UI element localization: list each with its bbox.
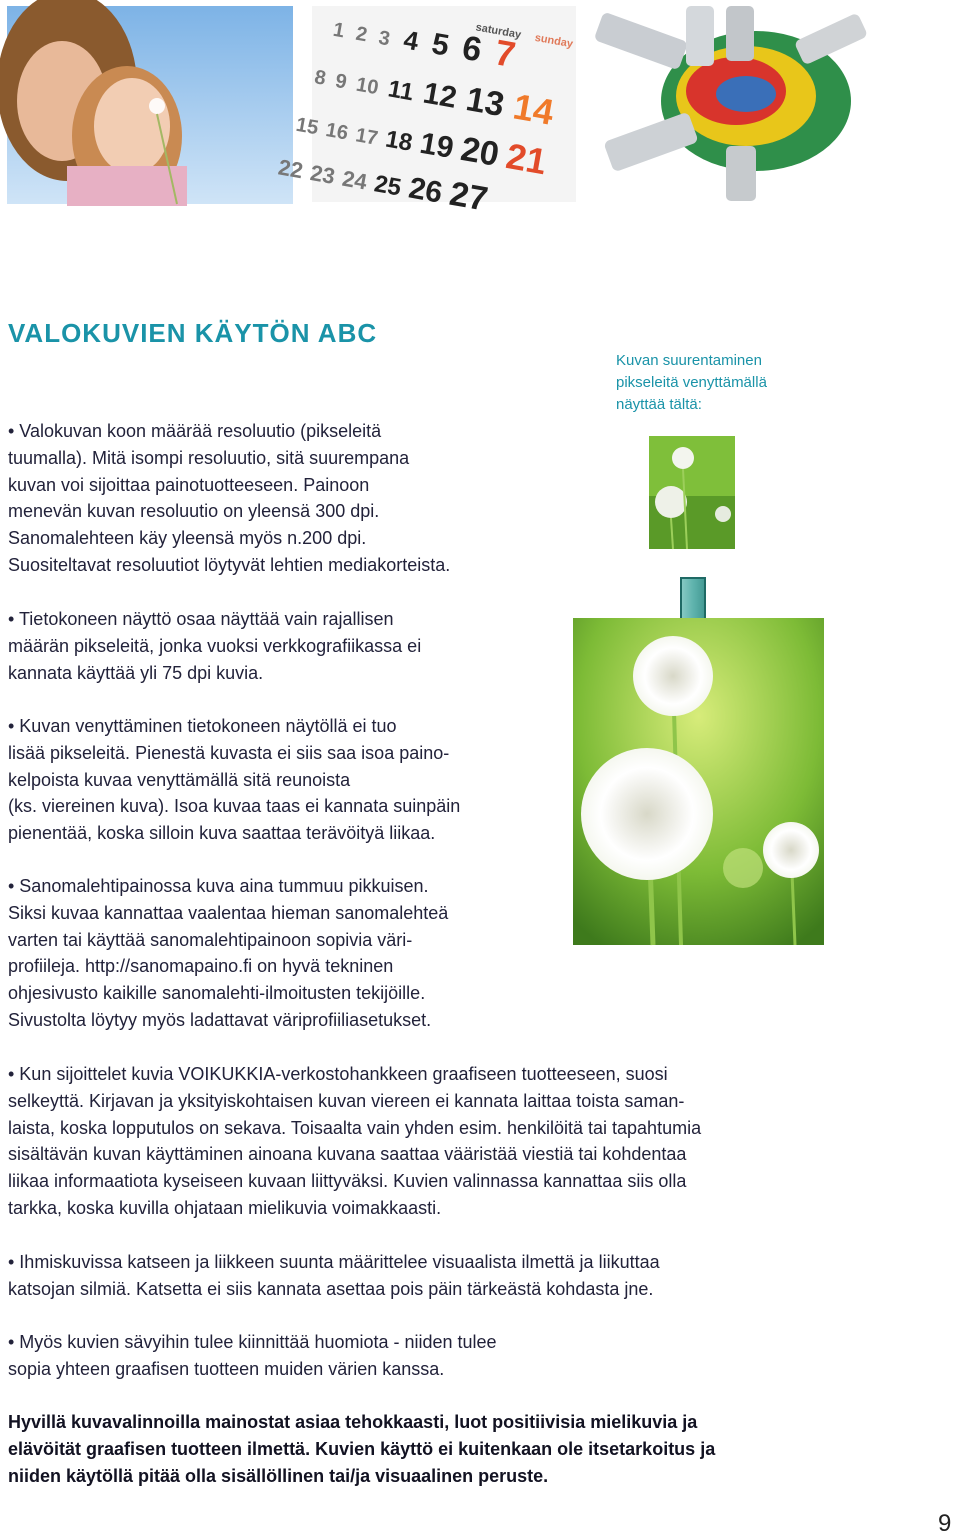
page-title: VALOKUVIEN KÄYTÖN ABC [8,318,378,348]
text-line: profiileja. http://sanomapaino.fi on hyvä tekninen [8,956,394,977]
text-line: selkeyttä. Kirjavan ja yksityiskohtaisen kuvan viereen ei kannata laittaa toista saman- [8,1090,685,1111]
photo-small-dandelion [649,436,735,549]
text-line: sopia yhteen graafisen tuotteen muiden värien kanssa. [8,1358,445,1379]
text-line: niiden käytöllä pitää olla sisällöllinen tai/ja visuaalinen peruste. [8,1465,549,1486]
text-line: pienentää, koska silloin kuva saattaa terävöityä liikaa. [8,823,436,844]
photo-mother-child [7,6,293,204]
svg-text:15161718192021: 15 16 17 18 192021 [294,113,550,183]
image-caption [616,350,816,416]
paragraph-placement [8,1061,701,1222]
text-line: • Valokuvan koon määrää resoluutio (pikseleitä [8,421,382,441]
text-line: Suositeltavat resoluutiot löytyvät lehtien mediakorteista. [8,554,451,575]
text-line: • Myös kuvien sävyihin tulee kiinnittää huomiota - niiden tulee [8,1332,497,1352]
text-line: • Tietokoneen näyttö osaa näyttää vain rajallisen [8,609,394,629]
text-line: • Ihmiskuvissa katseen ja liikkeen suunta määrittelee visuaalista ilmettä ja liikuttaa [8,1252,660,1272]
text-line: kannata käyttää yli 75 dpi kuvia. [8,662,264,683]
text-line: katsojan silmiä. Katsetta ei siis kannata asettaa pois päin tärkeästä kohdasta jne. [8,1278,654,1299]
text-line: Hyvillä kuvavalinnoilla mainostat asiaa tehokkaasti, luot positiivisia mielikuvia ja [8,1412,698,1432]
photo-calendar [276,6,576,219]
text-line: määrän pikseleitä, jonka vuoksi verkkografiikassa ei [8,635,422,656]
text-line: sisältävän kuvan käyttäminen ainoana kuvana saattaa vääristää viestiä tai kohdentaa [8,1144,687,1165]
page-number: 9 [938,1510,952,1537]
caption-line: näyttää tältä: [616,396,702,413]
text-line: • Kuvan venyttäminen tietokoneen näytöllä ei tuo [8,716,397,736]
svg-text:891011121314: 8 9 10 11 12 1314 [312,66,557,133]
text-line: • Sanomalehtipainossa kuva aina tummuu pikkuisen. [8,876,429,896]
svg-text:222324252627: 22 23 24 25 2627 [276,154,491,219]
text-line: • Kun sijoittelet kuvia VOIKUKKIA-verkostohankkeen graafiseen tuotteeseen, suosi [8,1064,668,1084]
calendar-day-sunday: sunday [533,31,574,51]
svg-text:1234567: 1 2 3 4 5 6 7 [331,18,519,76]
text-line: varten tai käyttää sanomalehtipainoon sopivia väri- [8,929,413,950]
text-line: laista, koska lopputulos on sekava. Toisaalta vain yhden esim. henkilöitä tai tapahtumia [8,1117,702,1138]
text-line: elävöität graafisen tuotteen ilmettä. Kuvien käyttö ei kuitenkaan ole itsetarkoitus ja [8,1438,716,1459]
paragraph-stretching [8,713,460,847]
text-line: menevän kuvan resoluutio on yleensä 300 dpi. [8,501,380,522]
paragraph-screen-pixels [8,606,421,686]
text-line: Siksi kuvaa kannattaa vaalentaa hieman sanomalehteä [8,902,449,923]
text-line: tuumalla). Mitä isompi resoluutio, sitä suurempana [8,447,410,468]
photo-large-dandelion [573,618,824,945]
text-line: liikaa informaatiota kyseiseen kuvaan liittyväksi. Kuvien valinnassa kannattaa siis olla [8,1171,687,1192]
text-line: kelpoista kuvaa venyttämällä sitä reunoista [8,769,351,790]
caption-line: pikseleitä venyttämällä [616,374,767,391]
paragraph-tones [8,1329,497,1383]
photo-paint-tubes [596,6,860,198]
paragraph-conclusion [8,1409,715,1489]
text-line: ohjesivusto kaikille sanomalehti-ilmoitusten tekijöille. [8,983,426,1004]
text-line: lisää pikseleitä. Pienestä kuvasta ei siis saa isoa paino- [8,742,450,763]
text-line: tarkka, koska kuvilla ohjataan mielikuvia voimakkaasti. [8,1197,442,1218]
calendar-day-saturday: saturday [474,21,522,42]
caption-line: Kuvan suurentaminen [616,352,762,369]
text-line: (ks. viereinen kuva). Isoa kuvaa taas ei kannata suinpäin [8,796,461,817]
text-line: Sanomalehteen käy yleensä myös n.200 dpi. [8,528,367,549]
paragraph-newspaper-print [8,873,448,1034]
text-line: kuvan voi sijoittaa painotuotteeseen. Painoon [8,474,370,495]
paragraph-resolution [8,418,450,579]
paragraph-gaze-direction [8,1249,660,1303]
text-line: Sivustolta löytyy myös ladattavat väriprofiiliasetukset. [8,1009,432,1030]
